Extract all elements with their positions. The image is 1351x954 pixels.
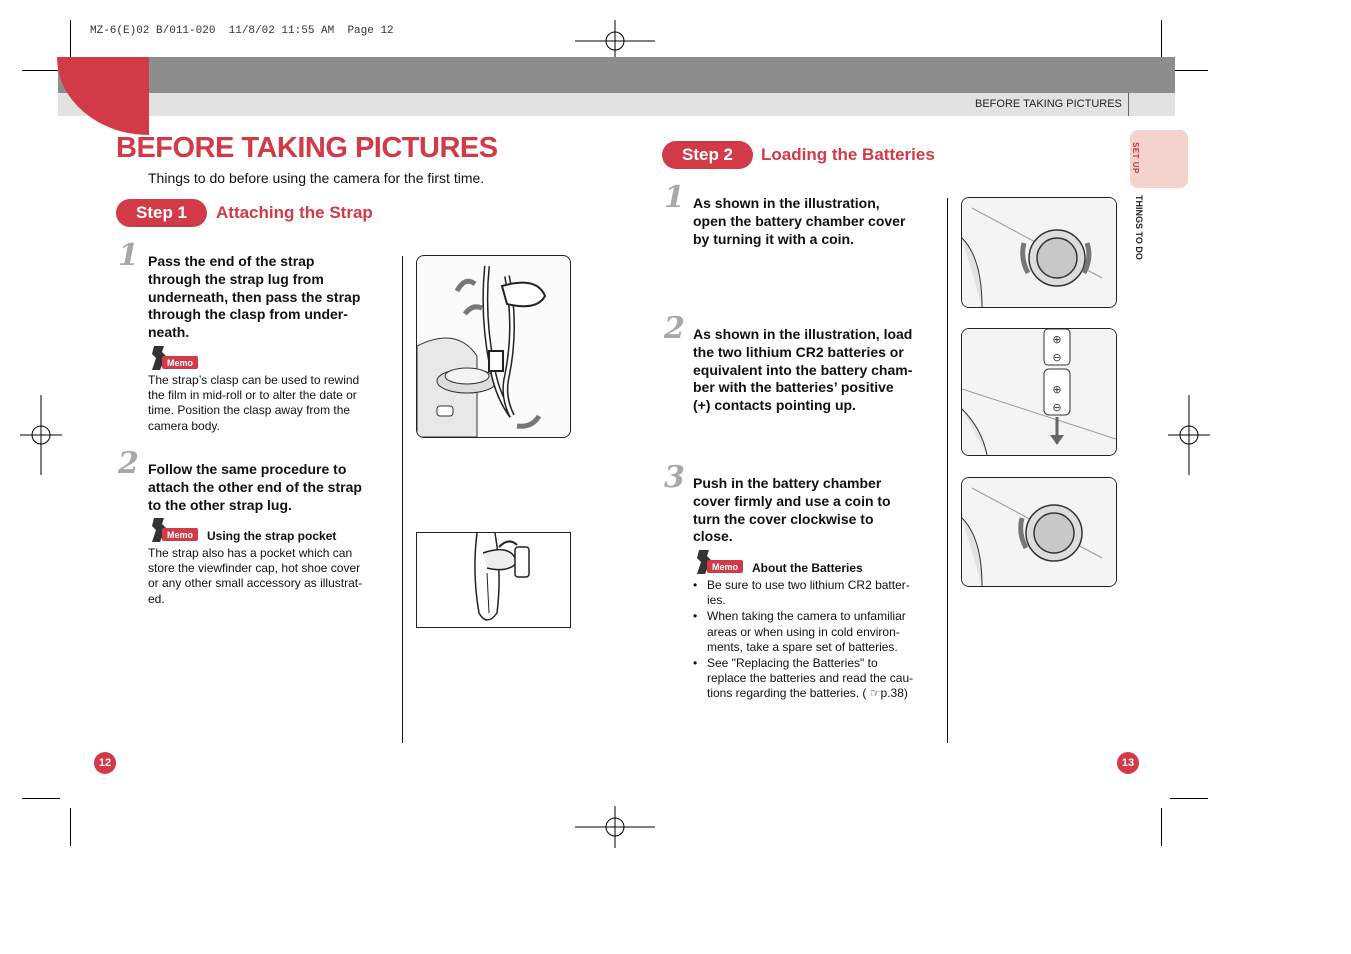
registration-mark-bottom: [575, 806, 655, 848]
subsection-label: THINGS TO DO: [1134, 195, 1144, 260]
step1-item2-number: 2: [118, 446, 139, 481]
svg-text:⊕: ⊕: [1052, 333, 1062, 346]
strap-illustration: [416, 255, 571, 438]
step2-memo-title: About the Batteries: [752, 561, 863, 575]
memo-icon: [150, 518, 200, 544]
step2-item3-text: Push in the battery chamber cover firmly and use a coin to turn the cover clockwise to close.: [693, 475, 891, 545]
column-rule-right: [947, 198, 948, 743]
step2-pill: Step 2: [662, 141, 753, 169]
registration-mark-left: [20, 395, 62, 475]
step2-item3-number: 3: [664, 460, 685, 495]
step1-item2-text: Follow the same procedure to attach the other end of the strap to the other strap lug.: [148, 461, 362, 513]
step1-item2-memo: The strap also has a pocket which can store the viewfinder cap, hot shoe cover or any other small accessory as illustrat- ed.: [148, 546, 363, 606]
column-rule-left: [402, 256, 403, 743]
memo-icon: [695, 550, 745, 576]
svg-text:Memo: Memo: [711, 562, 739, 572]
strap-pocket-illustration: [416, 532, 571, 628]
header-divider: [1128, 93, 1129, 116]
running-head: BEFORE TAKING PICTURES: [975, 98, 1122, 110]
header-band-dark: [58, 57, 1175, 93]
step2-item2-number: 2: [664, 311, 685, 346]
svg-text:⊖: ⊖: [1052, 351, 1062, 364]
registration-mark-top: [575, 20, 655, 62]
list-item: • Be sure to use two lithium CR2 batter- ies.: [693, 578, 933, 608]
page-subtitle: Things to do before using the camera for the first time.: [148, 170, 485, 186]
step2-item1-text: As shown in the illustration, open the battery chamber cover by turning it with a coin.: [693, 195, 906, 247]
battery-notes-list: [693, 578, 933, 703]
svg-text:Memo: Memo: [166, 530, 194, 540]
svg-text:⊕: ⊕: [1052, 383, 1062, 396]
page-number-left: 12: [94, 752, 116, 774]
section-tab-label: SET UP: [1131, 142, 1140, 174]
step1-heading: Attaching the Strap: [216, 203, 373, 222]
step1-item1-memo: The strap’s clasp can be used to rewind the film in mid-roll or to alter the date or time. Position the clasp away from the camera body.: [148, 373, 360, 433]
step2-item2-text: As shown in the illustration, load the two lithium CR2 batteries or equivalent into the battery cham- ber with the batteries’ positive (+) contacts pointing up.: [693, 326, 913, 414]
step2-heading: Loading the Batteries: [761, 145, 935, 164]
page-number-right: 13: [1117, 752, 1139, 774]
step1-item1-number: 1: [118, 238, 139, 273]
corner-accent: [57, 57, 149, 135]
step1-item1-text: Pass the end of the strap through the strap lug from underneath, then pass the strap through the clasp from under- neath.: [148, 253, 361, 341]
battery-load-illustration: [961, 328, 1117, 456]
registration-mark-right: [1168, 395, 1210, 475]
step1-pill: Step 1: [116, 199, 207, 227]
battery-cover-open-illustration: [961, 197, 1117, 308]
svg-text:Memo: Memo: [166, 358, 194, 368]
list-item: • See "Replacing the Batteries" to replace the batteries and read the cau- tions regarding the batteries. ( ☞p.38): [693, 656, 933, 702]
step2-item1-number: 1: [664, 180, 685, 215]
step1-item2-memo-title: Using the strap pocket: [207, 529, 337, 543]
page-title: BEFORE TAKING PICTURES: [116, 132, 498, 164]
list-item: • When taking the camera to unfamiliar areas or when using in cold environ- ments, take a spare set of batteries.: [693, 609, 933, 655]
battery-cover-close-illustration: [961, 477, 1117, 587]
memo-icon: [150, 346, 200, 372]
print-slug: MZ-6(E)02 B/011-020 11/8/02 11:55 AM Page 12: [90, 25, 394, 37]
svg-text:⊖: ⊖: [1052, 401, 1062, 414]
